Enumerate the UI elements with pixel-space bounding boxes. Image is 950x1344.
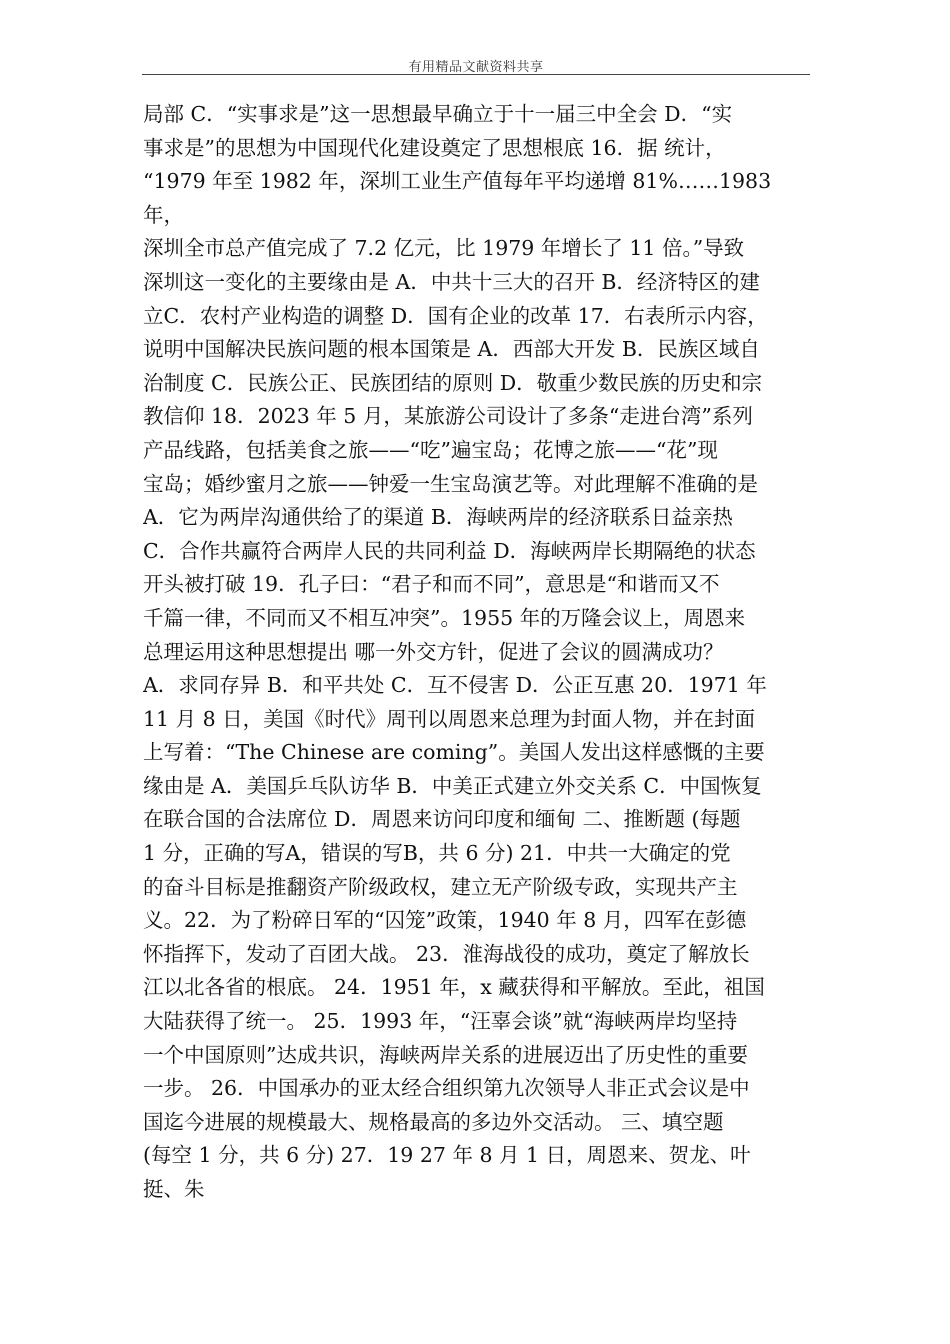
text-line: 一个中国原则”达成共识，海峡两岸关系的进展迈出了历史性的重要 [143, 1042, 748, 1067]
text-line: 挺、朱 [143, 1177, 205, 1201]
text-line: 年， [143, 202, 184, 227]
page-header: 有用精品文献资料共享 [408, 60, 544, 75]
text-line: 义。22．为了粉碎日军的“囚笼”政策，1940 年 8 月，四军在彭德 [143, 908, 747, 933]
text-line: 的奋斗目标是推翻资产阶级政权，建立无产阶级专政，实现共产主 [143, 874, 738, 899]
text-line: 一步。 26．中国承办的亚太经合组织第九次领导人非正式会议是中 [143, 1076, 750, 1101]
text-line: A．求同存异 B．和平共处 C．互不侵害 D．公正互惠 20．1971 年 [143, 673, 767, 698]
text-line: 上写着：“The Chinese are coming”。美国人发出这样感慨的主要 [143, 740, 765, 765]
text-line: A．它为两岸沟通供给了的渠道 B．海峡两岸的经济联系日益亲热 [143, 505, 733, 530]
text-line: 局部 C．“实事求是”这一思想最早确立于十一届三中全会 D．“实 [143, 102, 733, 126]
text-line: 11 月 8 日，美国《时代》周刊以周恩来总理为封面人物，并在封面 [143, 706, 756, 731]
text-line: 开头被打破 19．孔子曰：“君子和而不同”，意思是“和谐而又不 [143, 572, 720, 597]
text-line: 大陆获得了统一。 25．1993 年，“汪辜会谈”就“海峡两岸均坚持 [143, 1009, 738, 1034]
text-line: 江以北各省的根底。 24．1951 年，x 藏获得和平解放。至此，祖国 [143, 975, 765, 1000]
text-line: 千篇一律，不同而又不相互冲突”。1955 年的万隆会议上，周恩来 [143, 605, 746, 630]
text-line: 宝岛；婚纱蜜月之旅——钟爱一生宝岛演艺等。对此理解不准确的是 [143, 471, 758, 496]
text-line: 国迄今进展的规模最大、规格最高的多边外交活动。 三、填空题 [143, 1109, 724, 1134]
text-line: 深圳全市总产值完成了 7.2 亿元，比 1979 年增长了 11 倍。”导致 [143, 236, 745, 261]
text-line: 教信仰 18．2023 年 5 月，某旅游公司设计了多条“走进台湾”系列 [143, 404, 753, 429]
text-line: 产品线路，包括美食之旅——“吃”遍宝岛；花博之旅——“花”现 [143, 437, 718, 462]
header-divider [142, 74, 810, 75]
text-line: 缘由是 A．美国乒乓队访华 B．中美正式建立外交关系 C．中国恢复 [143, 773, 762, 798]
text-line: 立C．农村产业构造的调整 D．国有企业的改革 17．右表所示内容， [143, 303, 768, 328]
text-line: “1979 年至 1982 年，深圳工业生产值每年平均递增 81%……1983 [143, 169, 772, 194]
text-line: 深圳这一变化的主要缘由是 A．中共十三大的召开 B．经济特区的建 [143, 269, 760, 294]
text-line: (每空 1 分，共 6 分) 27．19 27 年 8 月 1 日，周恩来、贺龙、叶 [143, 1143, 751, 1168]
text-line: 怀指挥下，发动了百团大战。 23．淮海战役的成功，奠定了解放长 [143, 941, 750, 966]
text-line: 1 分，正确的写A，错误的写B，共 6 分) 21．中共一大确定的党 [143, 841, 731, 866]
text-line: 在联合国的合法席位 D．周恩来访问印度和缅甸 二、推断题 (每题 [143, 807, 741, 832]
text-line: C．合作共赢符合两岸人民的共同利益 D．海峡两岸长期隔绝的状态 [143, 538, 756, 563]
text-line: 治制度 C．民族公正、民族团结的原则 D．敬重少数民族的历史和宗 [143, 370, 763, 395]
text-line: 总理运用这种思想提出 哪一外交方针，促进了会议的圆满成功？ [143, 639, 724, 664]
text-line: 事求是”的思想为中国现代化建设奠定了思想根底 16．据 统计， [143, 135, 726, 160]
document-body [143, 98, 811, 1207]
text-line: 说明中国解决民族问题的根本国策是 A．西部大开发 B．民族区域自 [143, 337, 760, 362]
